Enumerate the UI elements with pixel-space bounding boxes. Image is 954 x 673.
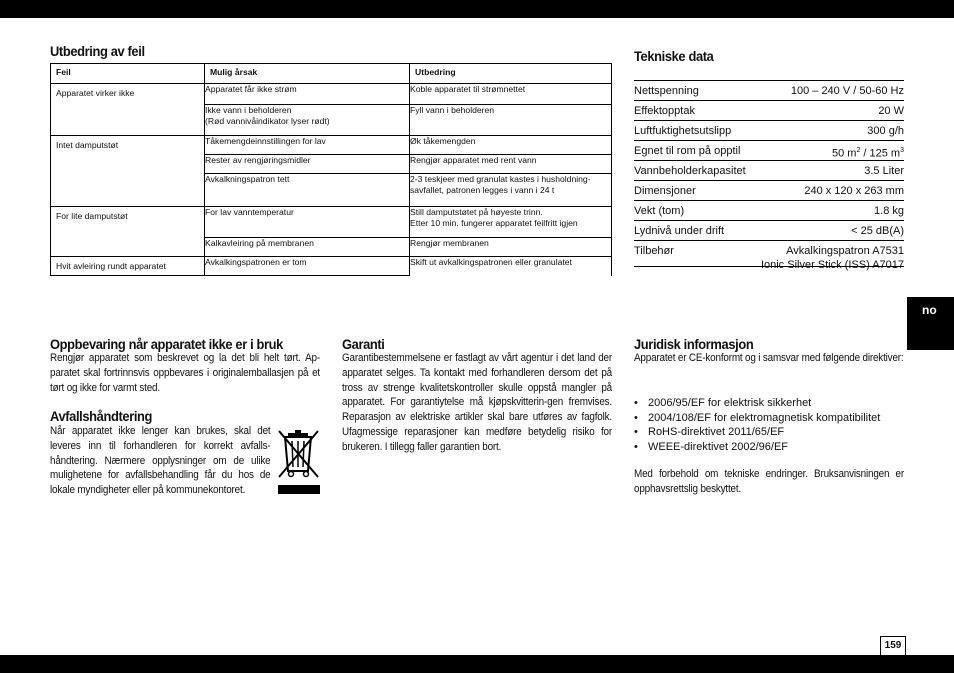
arsak-cell: Avkalkningspatron tett — [205, 174, 410, 207]
tech-label: Lydnivå under drift — [634, 225, 725, 237]
utbedring-cell: Koble apparatet til strømnettet — [410, 84, 612, 105]
utbedring-text: 2-3 teskjeer med granulat kastes i husholdning- — [410, 174, 591, 184]
tech-value: 100 – 240 V / 50-60 Hz — [790, 85, 904, 97]
accessory-1: Avkalkingspatron A7531 — [786, 245, 904, 257]
language-tab — [907, 297, 954, 350]
top-bar — [0, 0, 954, 18]
arsak-note: (Rød vannivåindikator lyser rødt) — [205, 116, 330, 126]
tech-label: Vannbeholderkapasitet — [634, 165, 746, 177]
arsak-cell: Rester av rengjøringsmidler — [205, 155, 410, 174]
feil-cell: For lite damputstøt — [51, 207, 205, 257]
weee-crossed-bin-icon — [276, 427, 322, 497]
warranty-text: Garantibestemmelsene er fastlagt av vårt agentur i det land der apparatet selges. Ta kontakt med forhandleren dersom det på tross av strenge kvalitetskontroller skulle oppstå mangler på apparatet. For garantiytelse må kjøpskvitterin-gen fremvises. Reparasjon av elektriske artikler skal bare utføres av fagfolk. Ufagmessige reparasjoner kan medføre betydelig risiko for brukeren. I tillegg faller garantien bort. — [342, 352, 612, 453]
tech-label: Tilbehør — [634, 245, 674, 257]
utbedring-cell — [410, 207, 612, 238]
tech-value: < 25 dB(A) — [851, 225, 904, 237]
tech-row — [634, 201, 904, 221]
list-item: • WEEE-direktivet 2002/96/EF — [634, 440, 880, 455]
tech-value — [761, 244, 904, 272]
utbedring-cell — [410, 174, 612, 207]
room-area-unit-sup: 2 — [856, 147, 861, 154]
tech-value: 300 g/h — [867, 125, 904, 137]
bottom-bar — [0, 655, 954, 673]
utbedring-cell: Rengjør membranen — [410, 238, 612, 257]
tech-row — [634, 221, 904, 241]
disposal-text: Når apparatet ikke lenger kan brukes, skal det leveres inn til forhandleren for korrekt avfalls-håndtering. Nærmere opplysninger om de ulike mulighetene for avfallsbehandling får du hos de lokale myndigheter eller på kommunekontoret. — [50, 425, 271, 497]
tech-row — [634, 101, 904, 121]
accessory-2: Ionic Silver Stick (ISS) A7017 — [760, 259, 904, 271]
tech-row — [634, 181, 904, 201]
table-row — [51, 84, 612, 105]
tech-title: Tekniske data — [634, 48, 714, 64]
storage-text: Rengjør apparatet som beskrevet og la det bli helt tørt. Ap-paratet skal fortrinnsvis oppbevares i originalemballasjen på et tørt og ikke for varmt sted. — [50, 352, 320, 394]
header-feil: Feil — [51, 64, 205, 84]
arsak-text: Ikke vann i beholderen — [205, 105, 292, 115]
utbedring-cell: Rengjør apparatet med rent vann — [410, 155, 612, 174]
tech-table — [634, 80, 904, 274]
tech-table-bottom-rule — [634, 266, 904, 267]
table-row — [51, 136, 612, 155]
room-area: 50 m — [831, 147, 857, 160]
table-row — [51, 207, 612, 238]
utbedring-text-2: savfallet, patronen legges i vann i 24 t — [410, 185, 555, 195]
arsak-cell: Avkalkingspatronen er tom — [205, 257, 410, 276]
tech-label: Vekt (tom) — [634, 205, 685, 217]
tech-label: Dimensjoner — [634, 185, 696, 197]
troubleshooting-table — [50, 63, 612, 276]
utbedring-cell: Øk tåkemengden — [410, 136, 612, 155]
tech-row — [634, 241, 904, 274]
table-row — [51, 257, 612, 276]
tech-label: Nettspenning — [634, 85, 699, 97]
room-volume: / 125 m — [860, 147, 901, 160]
table-header-row — [51, 64, 612, 84]
storage-title: Oppbevaring når apparatet ikke er i bruk — [50, 336, 283, 352]
legal-footer: Med forbehold om tekniske endringer. Bruksanvisningen er opphavsrettslig beskyttet. — [634, 468, 904, 495]
page-number: 159 — [880, 636, 906, 656]
disposal-title: Avfallshåndtering — [50, 408, 153, 424]
language-tab-label: no — [922, 303, 937, 317]
arsak-cell: Kalkavleiring på membranen — [205, 238, 410, 257]
troubleshooting-title: Utbedring av feil — [50, 43, 145, 59]
list-item: • 2006/95/EF for elektrisk sikkerhet — [634, 396, 880, 411]
tech-label: Egnet til rom på opptil — [634, 145, 741, 157]
feil-cell: Hvit avleiring rundt apparatet — [51, 257, 205, 276]
utbedring-text-2: Etter 10 min. fungerer apparatet feilfritt igjen — [410, 218, 578, 228]
utbedring-cell: Skift ut avkalkingspatronen eller granulatet — [410, 257, 612, 276]
tech-value: 3.5 Liter — [864, 165, 904, 177]
room-volume-unit-sup: 3 — [900, 147, 904, 154]
list-item: • RoHS-direktivet 2011/65/EF — [634, 425, 880, 440]
tech-label: Luftfuktighetsutslipp — [634, 125, 732, 137]
tech-row — [634, 161, 904, 181]
feil-cell: Apparatet virker ikke — [51, 84, 205, 136]
tech-value: 20 W — [878, 105, 904, 117]
arsak-cell: For lav vanntemperatur — [205, 207, 410, 238]
directive-list — [634, 396, 880, 454]
utbedring-text: Still damputstøtet på høyeste trinn. — [410, 207, 543, 217]
tech-row — [634, 121, 904, 141]
feil-cell: Intet damputstøt — [51, 136, 205, 207]
tech-value: 240 x 120 x 263 mm — [804, 185, 904, 197]
legal-intro: Apparatet er CE-konformt og i samsvar med følgende direktiver: — [634, 352, 904, 364]
tech-value — [832, 144, 904, 158]
list-item: • 2004/108/EF for elektromagnetisk kompatibilitet — [634, 411, 880, 426]
tech-value: 1.8 kg — [874, 205, 904, 217]
tech-row — [634, 80, 904, 101]
warranty-title: Garanti — [342, 336, 385, 352]
tech-label: Effektopptak — [634, 105, 695, 117]
header-utbedring: Utbedring — [410, 64, 612, 84]
header-arsak: Mulig årsak — [205, 64, 410, 84]
arsak-cell — [205, 105, 410, 136]
legal-title: Juridisk informasjon — [634, 336, 754, 352]
arsak-cell: Apparatet får ikke strøm — [205, 84, 410, 105]
utbedring-cell: Fyll vann i beholderen — [410, 105, 612, 136]
arsak-cell: Tåkemengdeinnstillingen for lav — [205, 136, 410, 155]
tech-row — [634, 141, 904, 161]
